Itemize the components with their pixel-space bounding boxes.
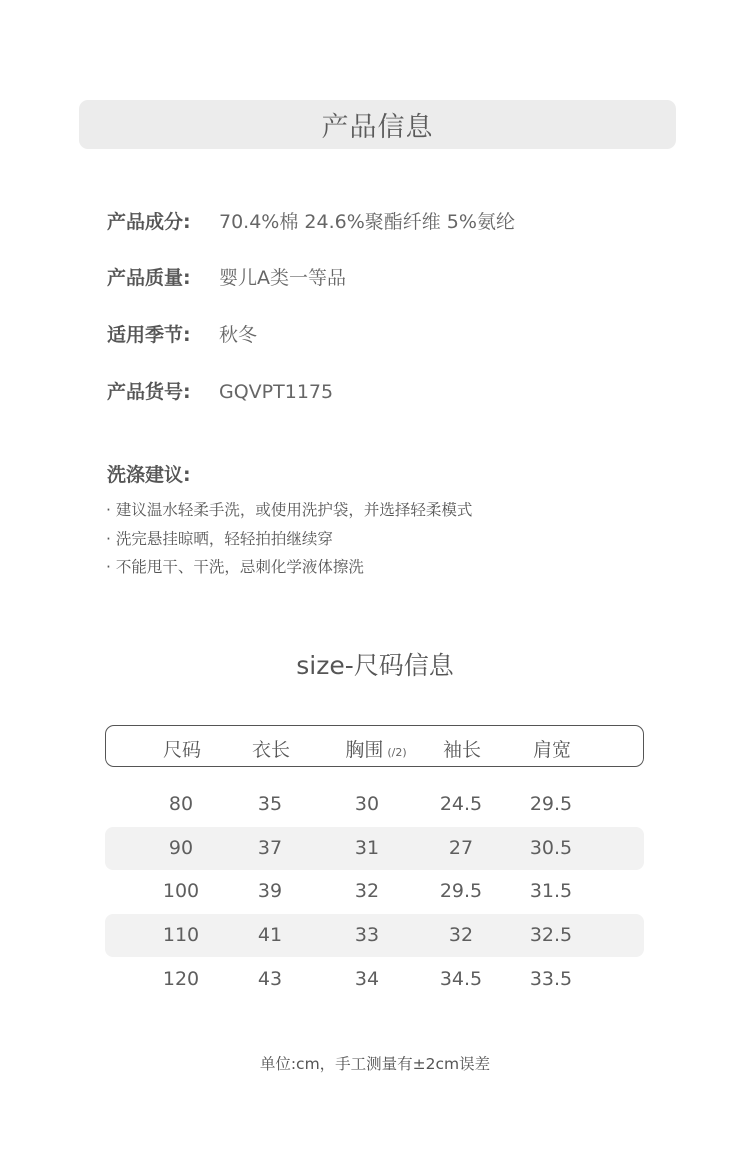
info-label: 产品货号: [107, 381, 191, 403]
header-sleeve: 袖长 [442, 739, 482, 761]
info-row-season [107, 320, 257, 347]
cell-sleeve: 27 [448, 837, 474, 859]
header-shoulder: 肩宽 [532, 739, 572, 761]
cell-sleeve: 32 [448, 924, 474, 946]
size-table-header [105, 725, 644, 767]
info-value: 70.4%棉 24.6%聚酯纤维 5%氨纶 [219, 211, 515, 233]
info-value: GQVPT1175 [219, 381, 334, 403]
info-row-item-number [107, 377, 333, 404]
info-row-composition [107, 207, 515, 234]
header-chest-note: (/2) [387, 746, 407, 759]
cell-size: 100 [162, 880, 200, 902]
cell-shoulder: 29.5 [529, 793, 573, 815]
care-list [106, 499, 472, 585]
header-size: 尺码 [162, 739, 202, 761]
header-length: 衣长 [251, 739, 291, 761]
section-header [79, 100, 676, 149]
table-row [105, 827, 644, 870]
cell-length: 41 [257, 924, 283, 946]
cell-sleeve: 24.5 [439, 793, 483, 815]
info-value: 秋冬 [219, 324, 258, 346]
cell-length: 43 [257, 968, 283, 990]
info-value: 婴儿A类一等品 [219, 267, 346, 289]
cell-sleeve: 29.5 [439, 880, 483, 902]
cell-size: 120 [162, 968, 200, 990]
cell-chest: 32 [354, 880, 380, 902]
cell-length: 35 [257, 793, 283, 815]
info-label: 产品成分: [107, 211, 191, 233]
section-title: 产品信息 [321, 112, 434, 143]
header-chest [345, 735, 406, 762]
header-chest-label: 胸围 [345, 739, 384, 761]
table-row [105, 783, 644, 826]
cell-shoulder: 30.5 [529, 837, 573, 859]
cell-chest: 31 [354, 837, 380, 859]
cell-size: 80 [168, 793, 194, 815]
table-row [105, 914, 644, 957]
cell-size: 90 [168, 837, 194, 859]
cell-shoulder: 32.5 [529, 924, 573, 946]
cell-length: 37 [257, 837, 283, 859]
table-row [105, 870, 644, 913]
cell-length: 39 [257, 880, 283, 902]
cell-size: 110 [162, 924, 200, 946]
cell-shoulder: 33.5 [529, 968, 573, 990]
care-item: · 洗完悬挂晾晒，轻轻拍拍继续穿 [106, 529, 333, 548]
info-label: 适用季节: [107, 324, 191, 346]
info-row-quality [107, 263, 346, 290]
cell-chest: 30 [354, 793, 380, 815]
care-title: 洗涤建议: [107, 464, 191, 486]
cell-chest: 34 [354, 968, 380, 990]
care-item: · 不能甩干、干洗，忌刺化学液体擦洗 [106, 558, 364, 576]
cell-sleeve: 34.5 [439, 968, 483, 990]
table-row [105, 958, 644, 1001]
care-item: · 建议温水轻柔手洗，或使用洗护袋，并选择轻柔模式 [106, 501, 473, 519]
size-title: size-尺码信息 [296, 651, 454, 680]
measurement-footnote: 单位:cm，手工测量有±2cm误差 [259, 1055, 491, 1073]
cell-shoulder: 31.5 [529, 880, 573, 902]
cell-chest: 33 [354, 924, 380, 946]
info-label: 产品质量: [107, 267, 191, 289]
